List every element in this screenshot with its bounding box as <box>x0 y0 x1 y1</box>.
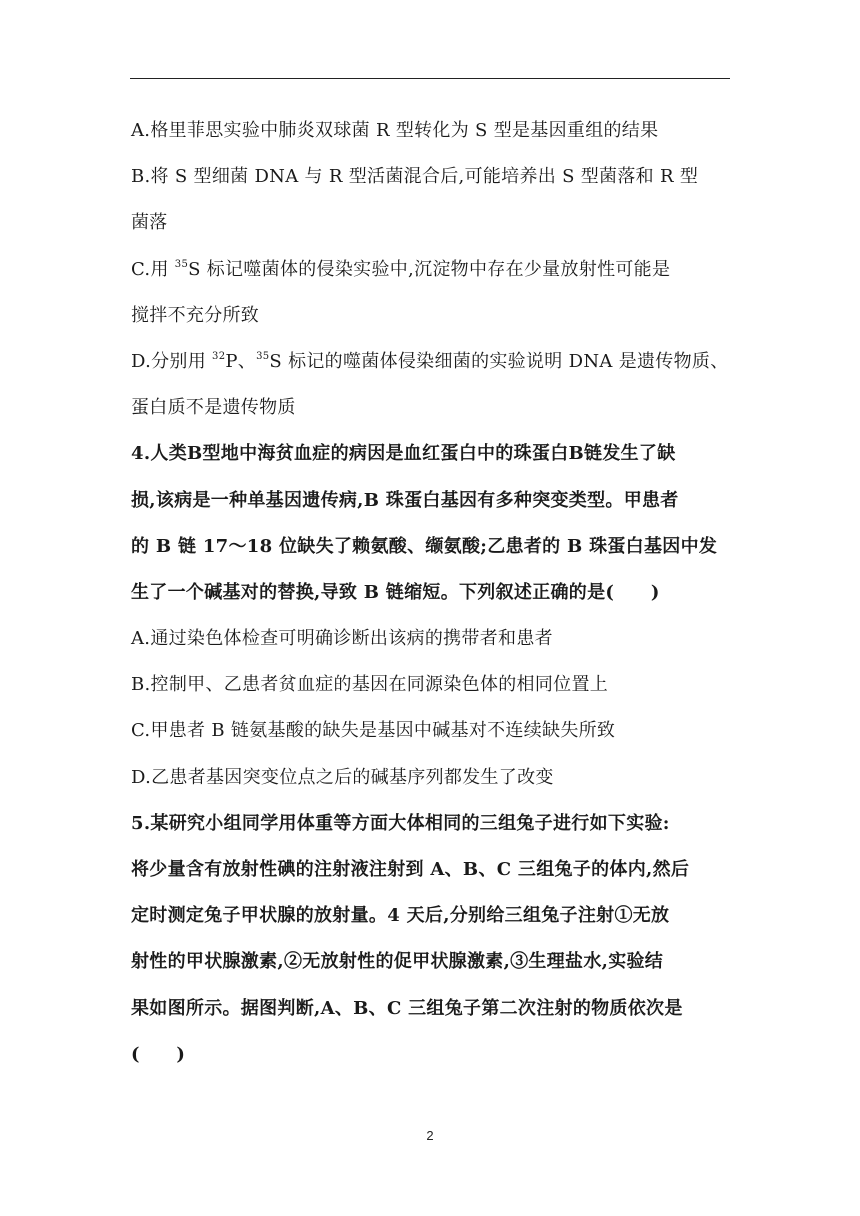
text-line: B.控制甲、乙患者贫血症的基因在同源染色体的相同位置上 <box>131 674 609 696</box>
text-line: 蛋白质不是遗传物质 <box>131 397 296 419</box>
text-line: A.通过染色体检查可明确诊断出该病的携带者和患者 <box>131 628 553 650</box>
question-line: 定时测定兔子甲状腺的放射量。4 天后,分别给三组兔子注射①无放 <box>131 905 670 927</box>
text-segment: S 标记的噬菌体侵染细菌的实验说明 DNA 是遗传物质、 <box>269 350 729 372</box>
text-line: 菌落 <box>131 212 168 234</box>
isotope-superscript: 32 <box>212 350 226 362</box>
text-segment: D.分别用 <box>131 350 213 372</box>
question-line: 射性的甲状腺激素,②无放射性的促甲状腺激素,③生理盐水,实验结 <box>131 951 664 973</box>
text-line <box>131 247 731 293</box>
page-number: 2 <box>426 1128 434 1143</box>
question-line: 4.人类Β型地中海贫血症的病因是血红蛋白中的珠蛋白Β链发生了缺 <box>131 443 676 465</box>
text-line: C.甲患者 Β 链氨基酸的缺失是基因中碱基对不连续缺失所致 <box>131 720 616 742</box>
question-line: 将少量含有放射性碘的注射液注射到 A、B、C 三组兔子的体内,然后 <box>131 859 690 880</box>
header-rule <box>130 78 730 79</box>
text-line: B.将 S 型细菌 DNA 与 R 型活菌混合后,可能培养出 S 型菌落和 R 型 <box>131 166 699 188</box>
question-line: 损,该病是一种单基因遗传病,Β 珠蛋白基因有多种突变类型。甲患者 <box>131 489 679 511</box>
isotope-superscript: 35 <box>174 258 189 270</box>
text-segment: C.用 <box>131 258 175 280</box>
question-line: ( ) <box>131 1043 186 1065</box>
text-line <box>131 339 731 385</box>
text-segment: P、 <box>225 350 257 372</box>
question-line: 的 Β 链 17～18 位缺失了赖氨酸、缬氨酸;乙患者的 Β 珠蛋白基因中发 <box>131 535 718 557</box>
page-content <box>131 108 731 1078</box>
question-line: 5.某研究小组同学用体重等方面大体相同的三组兔子进行如下实验: <box>131 812 670 834</box>
question-line: 果如图所示。据图判断,A、B、C 三组兔子第二次注射的物质依次是 <box>131 997 683 1019</box>
text-line: D.乙患者基因突变位点之后的碱基序列都发生了改变 <box>131 766 554 788</box>
isotope-superscript: 35 <box>256 350 270 362</box>
text-line: 搅拌不充分所致 <box>131 304 260 326</box>
text-segment: S 标记噬菌体的侵染实验中,沉淀物中存在少量放射性可能是 <box>188 258 671 280</box>
text-line: A.格里菲思实验中肺炎双球菌 R 型转化为 S 型是基因重组的结果 <box>131 120 659 141</box>
question-line: 生了一个碱基对的替换,导致 Β 链缩短。下列叙述正确的是( ) <box>131 581 660 603</box>
